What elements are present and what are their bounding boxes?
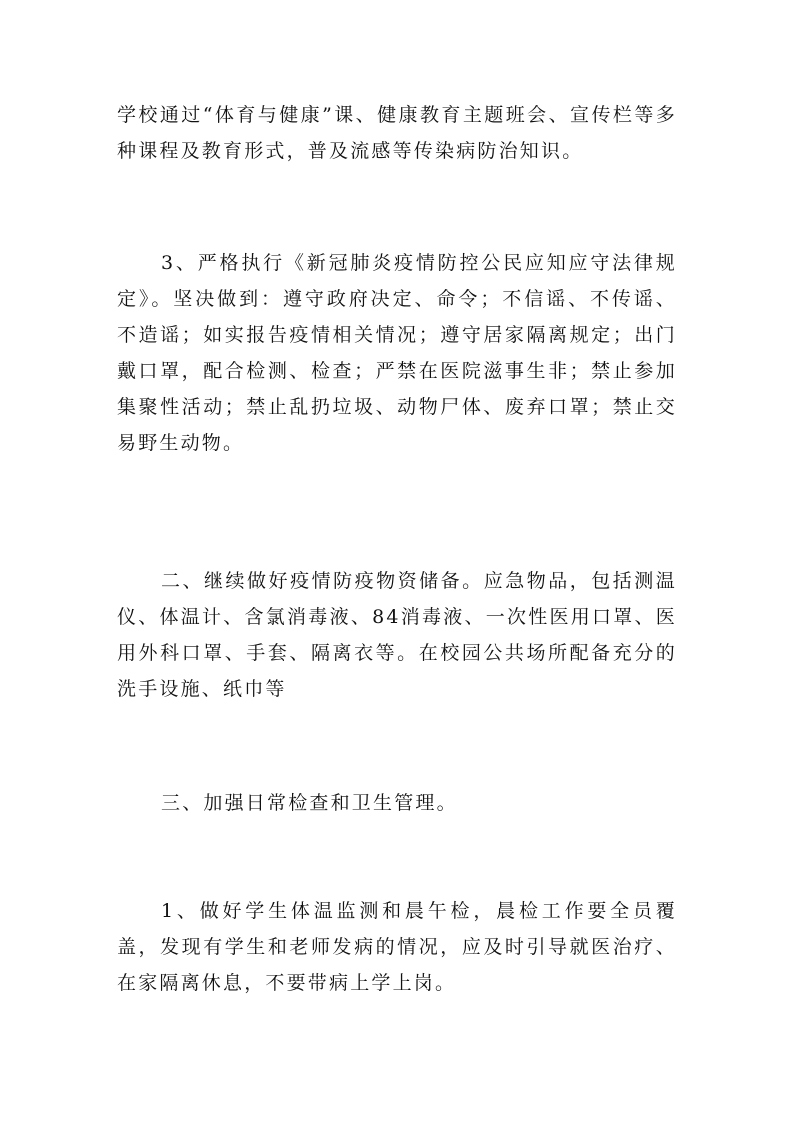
paragraph-health-education: 学校通过“体育与健康”课、健康教育主题班会、宣传栏等多种课程及教育形式，普及流感等传染病防治知识。 <box>117 104 677 162</box>
section-heading-daily-inspection: 三、加强日常检查和卫生管理。 <box>161 792 458 814</box>
paragraph-temperature-monitoring: 1、做好学生体温监测和晨午检，晨检工作要全员覆盖，发现有学生和老师发病的情况，应及时引导就医治疗、在家隔离休息，不要带病上学上岗。 <box>117 900 677 994</box>
paragraph-supplies-reserve: 二、继续做好疫情防疫物资储备。应急物品，包括测温仪、体温计、含氯消毒液、84消毒液、一次性医用口罩、医用外科口罩、手套、隔离衣等。在校园公共场所配备充分的洗手设施、纸巾等 <box>117 570 677 700</box>
paragraph-legal-rules: 3、严格执行《新冠肺炎疫情防控公民应知应守法律规定》。坚决做到：遵守政府决定、命令；不信谣、不传谣、不造谣；如实报告疫情相关情况；遵守居家隔离规定；出门戴口罩，配合检测、检查；严禁在医院滋事生非；禁止参加集聚性活动；禁止乱扔垃圾、动物尸体、废弃口罩；禁止交易野生动物。 <box>117 252 677 454</box>
